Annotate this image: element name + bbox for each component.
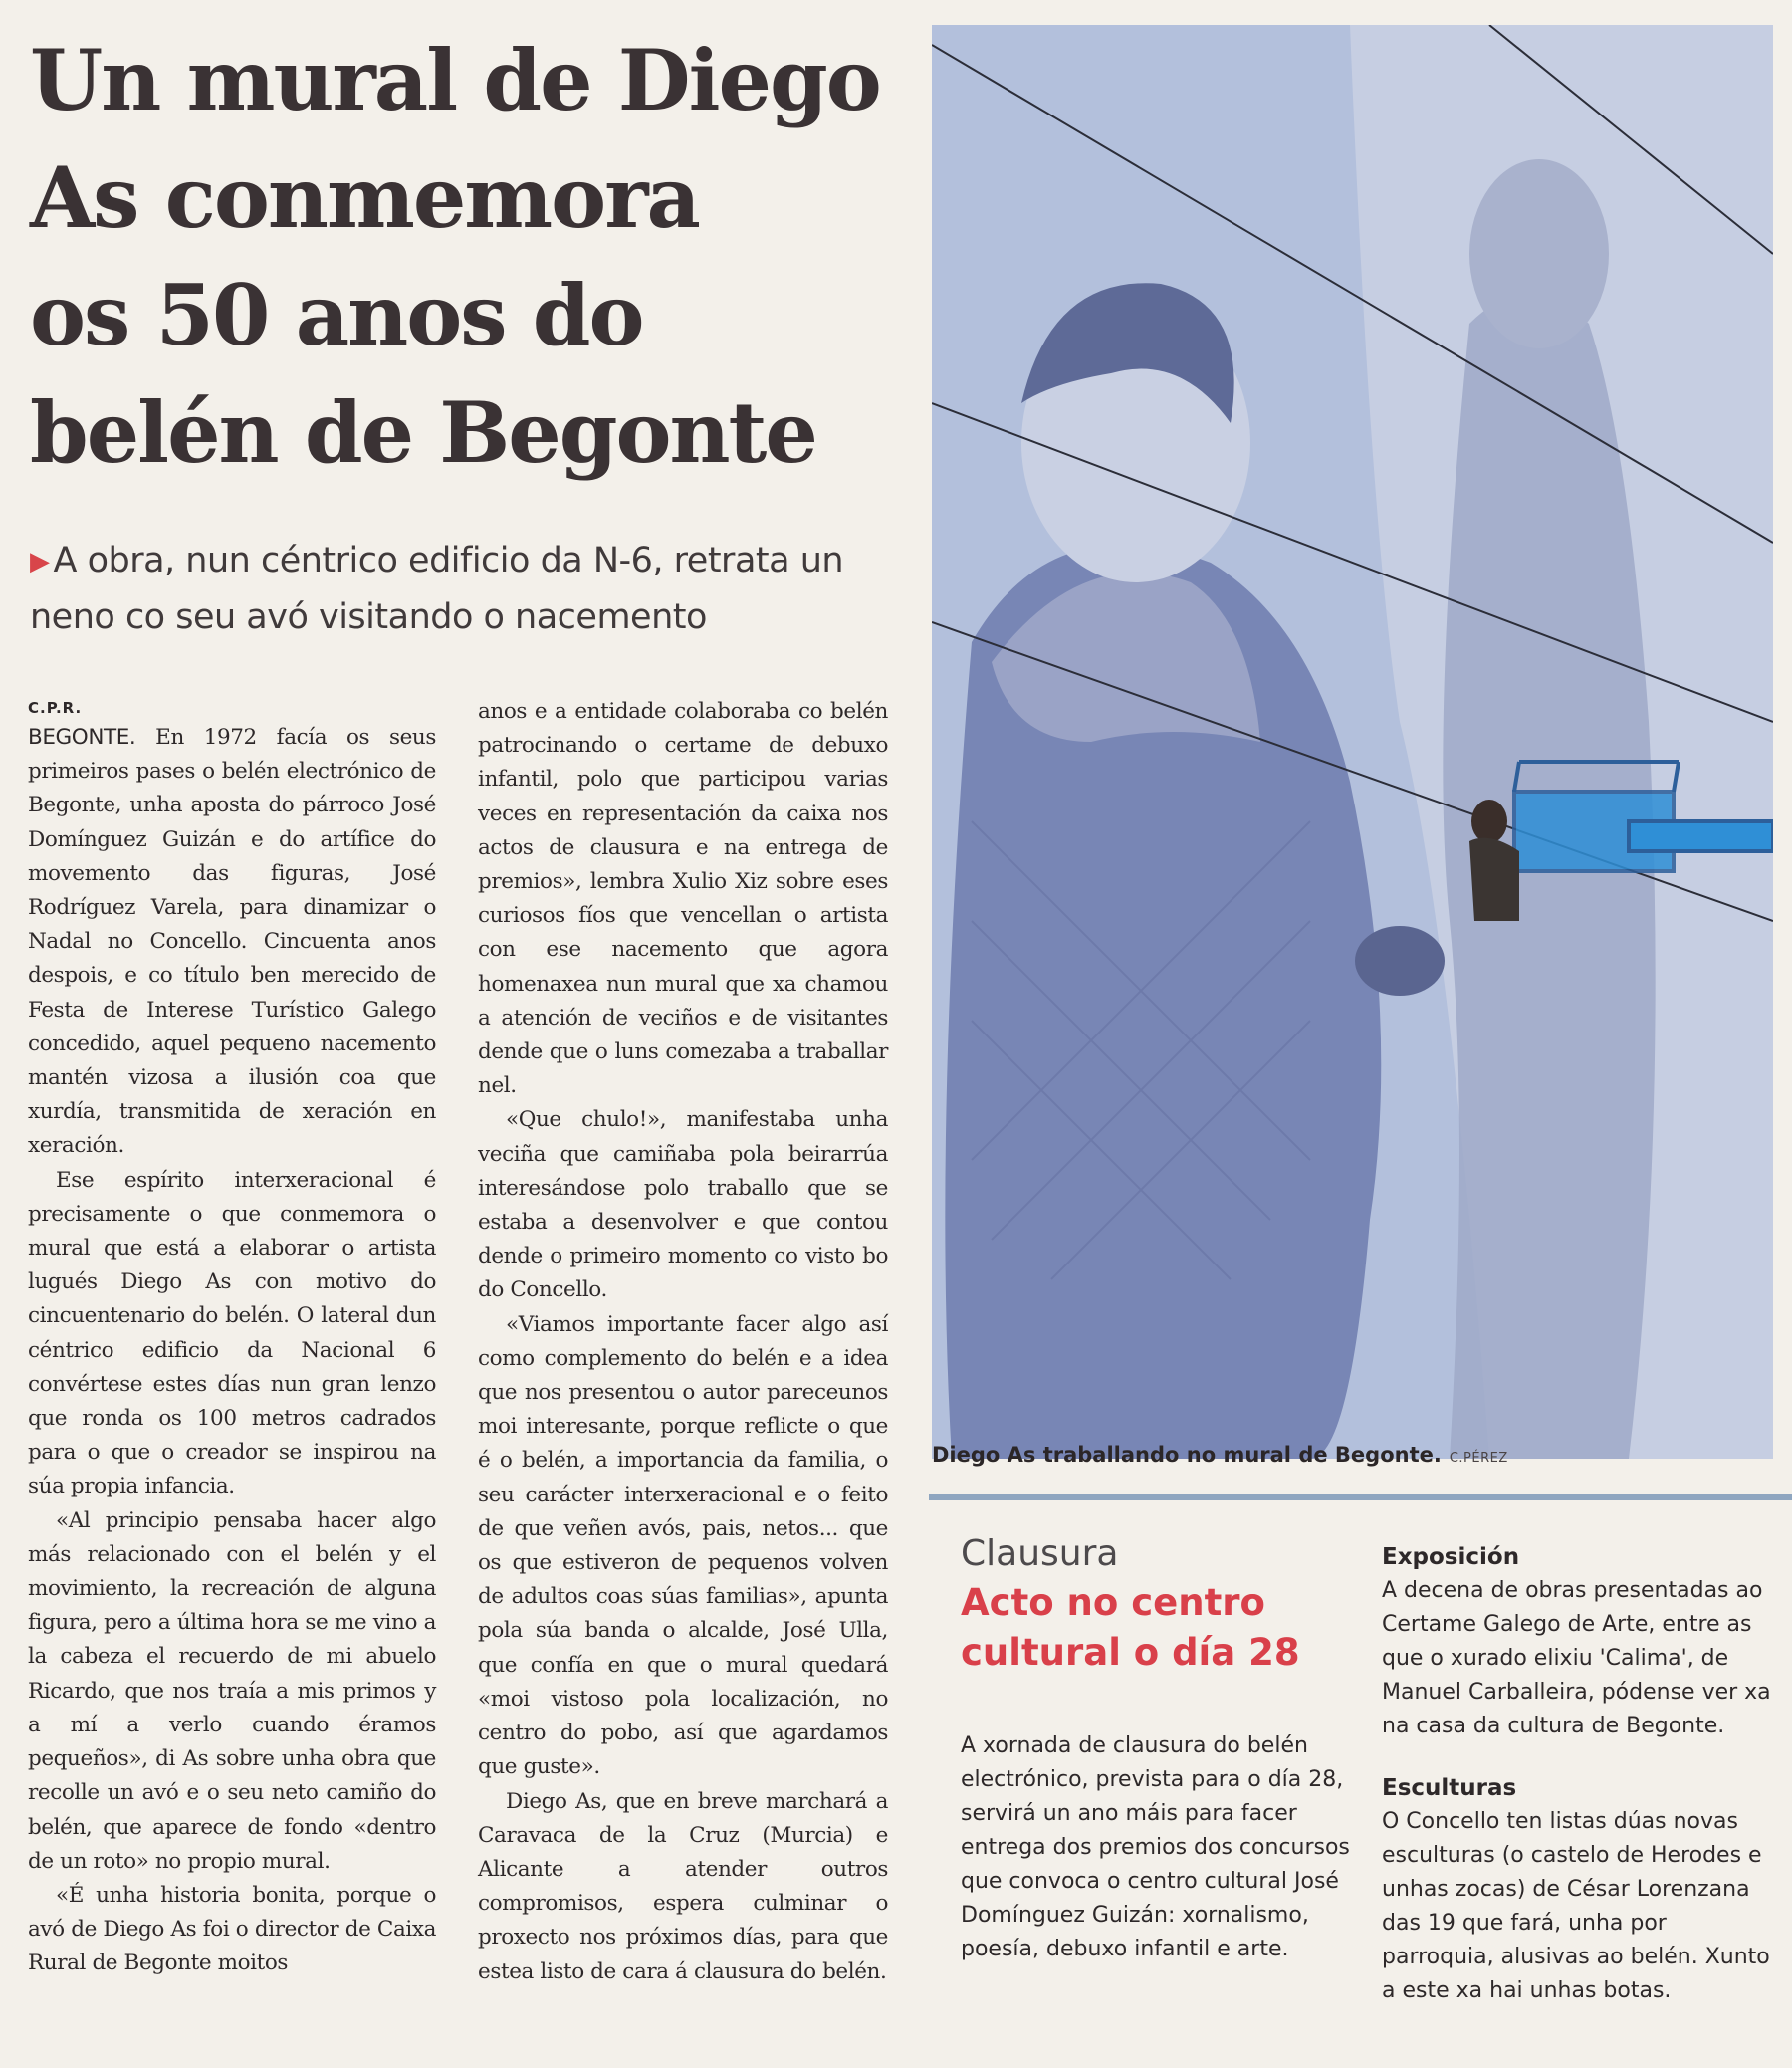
headline-line: Un mural de Diego bbox=[30, 31, 880, 129]
mural-photo bbox=[932, 25, 1773, 1459]
section-heading: Exposición bbox=[1382, 1544, 1520, 1570]
article-paragraph: anos e a entidade colaboraba co belén patrocinando o certame de debuxo infantil, polo que participou varias veces en representación da caixa nos actos de clausura e na entrega de premios», lembra Xulio Xiz sobre eses curiosos fíos que vencellan o artista con ese nacemento que agora homenaxea nun mural que xa chamou a atención de veciños e de visitantes dende que o luns comezaba a traballar nel. bbox=[478, 699, 888, 1099]
subheadline bbox=[30, 533, 886, 645]
byline: C.P.R. bbox=[28, 699, 83, 717]
article-paragraph: Ese espírito interxeracional é precisamente o que conmemora o mural que está a elaborar o artista lugués Diego As con motivo do cincuentenario do belén. O lateral dun céntrico edificio da Nacional 6 convértese estes días nun gran lenzo que ronda os 100 metros cadrados para o que o creador se inspirou na súa propia infancia. bbox=[28, 1167, 436, 1499]
headline-line: belén de Begonte bbox=[30, 383, 816, 482]
article-column-1 bbox=[28, 695, 436, 1981]
article-paragraph: «Que chulo!», manifestaba unha veciña que camiñaba pola beirarrúa interesándose polo traballo que se estaba a desenvolver e que contou dende o primeiro momento co visto bo do Concello. bbox=[478, 1107, 888, 1303]
article-paragraph: «Al principio pensaba hacer algo más relacionado con el belén y el movimiento, la recreación de alguna figura, pero a última hora se me vino a la cabeza el recuerdo de mi abuelo Ricardo, que nos traía a mis primos y a mí a verlo cuando éramos pequeños», di As sobre unha obra que recolle un avó e o seu neto camiño do belén, que aparece de fondo «dentro de un roto» no propio mural. bbox=[28, 1507, 436, 1874]
headline-line: As conmemora bbox=[30, 148, 699, 247]
photo-credit: C.PÉREZ bbox=[1449, 1451, 1508, 1466]
sidebar-header bbox=[961, 1530, 1359, 1678]
headline-line: os 50 anos do bbox=[30, 266, 643, 364]
caption-text: Diego As traballando no mural de Begonte. bbox=[932, 1443, 1442, 1467]
subheadline-text: A obra, nun céntrico edificio da N-6, retrata un neno co seu avó visitando o nacemento bbox=[30, 541, 844, 637]
photo-caption bbox=[932, 1438, 1773, 1472]
triangle-marker-icon: ▶ bbox=[30, 547, 50, 576]
section-text: A decena de obras presentadas ao Certame Galego de Arte, entre as que o xurado elixiu 'Calima', de Manuel Carballeira, pódense ver xa na casa da cultura de Begonte. bbox=[1382, 1578, 1771, 1738]
article-paragraph: BEGONTE. En 1972 facía os seus primeiros pases o belén electrónico de Begonte, unha aposta do párroco José Domínguez Guizán e do artífice do movemento das figuras, José Rodríguez Varela, para dinamizar o Nadal no Concello. Cincuenta anos despois, e co título ben merecido de Festa de Interese Turístico Galego concedido, aquel pequeno nacemento mantén vizosa a ilusión coa que xurdía, transmitida de xeración en xeración. bbox=[28, 725, 436, 1159]
dateline: BEGONTE. bbox=[28, 725, 136, 750]
article-paragraph: «Viamos importante facer algo así como complemento do belén e a idea que nos presentou o autor pareceunos moi interesante, porque reflicte o que é o belén, a importancia da familia, o seu carácter interxeracional e o feito de que veñen avós, pais, netos... que os que estiveron de pequenos volven de adultos coas súas familias», apunta pola súa banda o alcalde, José Ulla, que confía en que o mural quedará «moi vistoso pola localización, no centro do pobo, así que agardamos que guste». bbox=[478, 1311, 888, 1780]
sidebar-sections bbox=[1382, 1540, 1780, 2036]
sidebar-kicker: Clausura bbox=[961, 1533, 1119, 1574]
article-paragraph: «É unha historia bonita, porque o avó de Diego As foi o director de Caixa Rural de Begonte moitos bbox=[28, 1882, 436, 1976]
sidebar-title: Acto no centro cultural o día 28 bbox=[961, 1581, 1300, 1674]
section-heading: Esculturas bbox=[1382, 1775, 1517, 1801]
section-text: O Concello ten listas dúas novas esculturas (o castelo de Herodes e unhas zocas) de César Lorenzana das 19 que fará, unha por parroquia, alusivas ao belén. Xunto a este xa hai unhas botas. bbox=[1382, 1809, 1770, 2003]
sidebar-body: A xornada de clausura do belén electrónico, prevista para o día 28, servirá un ano máis para facer entrega dos premios dos concursos que convoca o centro cultural José Domínguez Guizán: xornalismo, poesía, debuxo infantil e arte. bbox=[961, 1733, 1350, 1961]
sidebar-box bbox=[929, 1494, 1792, 2058]
mural-illustration bbox=[932, 25, 1773, 1459]
article-paragraph: Diego As, que en breve marchará a Caravaca de la Cruz (Murcia) e Alicante a atender outros compromisos, espera culminar o proxecto nos próximos días, para que estea listo de cara á clausura do belén. bbox=[478, 1788, 888, 1984]
article-column-2 bbox=[478, 695, 888, 1989]
headline bbox=[30, 22, 926, 492]
